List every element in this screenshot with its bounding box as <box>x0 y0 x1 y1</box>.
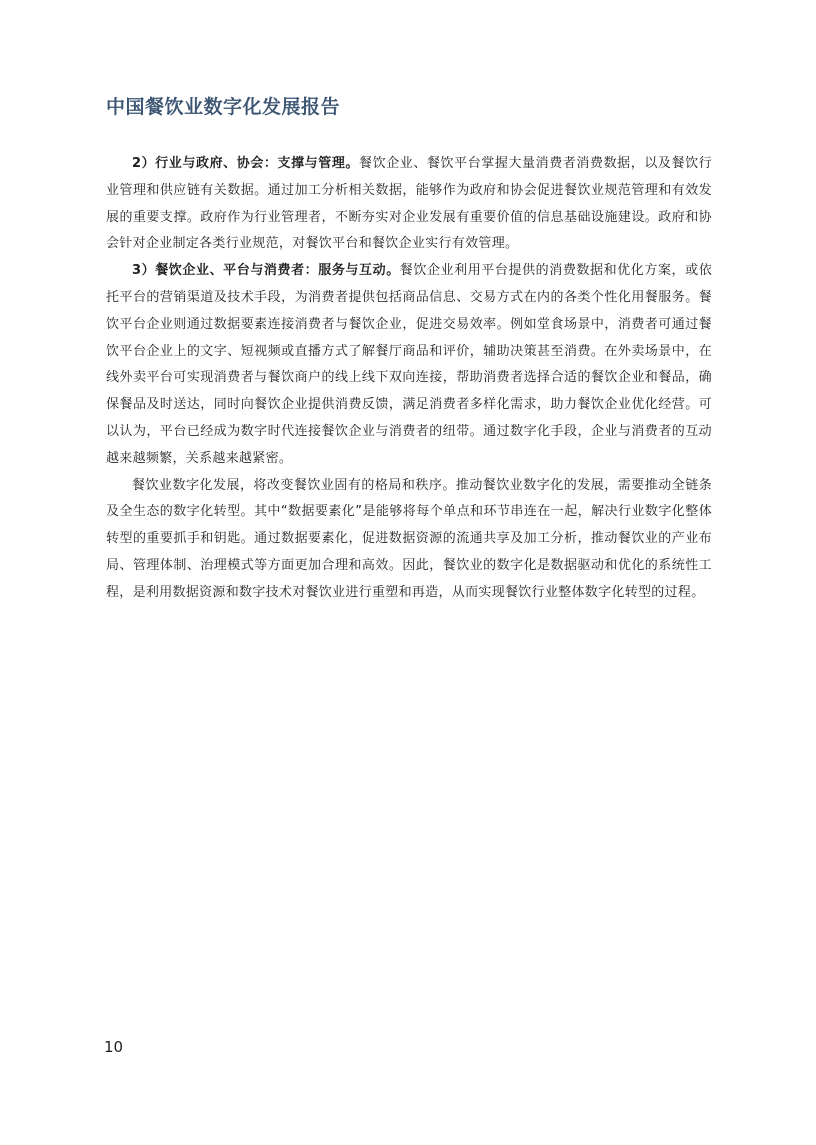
page-number: 10 <box>104 1038 124 1056</box>
paragraph-industry-government <box>106 151 712 258</box>
paragraph-lead: 3）餐饮企业、平台与消费者：服务与互动。 <box>132 263 400 279</box>
paragraph-text: 餐饮业数字化发展，将改变餐饮业固有的格局和秩序。推动餐饮业数字化的发展，需要推动全链条及全生态的数字化转型。其中“数据要素化”是能够将每个单点和环节串连在一起，解决行业数字化整体转型的重要抓手和钥匙。通过数据要素化，促进数据资源的流通共享及加工分析，推动餐饮业的产业布局、管理体制、治理模式等方面更加合理和高效。因此，餐饮业的数字化是数据驱动和优化的系统性工程，是利用数据资源和数字技术对餐饮业进行重塑和再造，从而实现餐饮行业整体数字化转型的过程。 <box>106 477 712 600</box>
paragraph-digital-transformation <box>106 473 712 607</box>
paragraph-text: 餐饮企业利用平台提供的消费数据和优化方案，或依托平台的营销渠道及技术手段，为消费者提供包括商品信息、交易方式在内的各类个性化用餐服务。餐饮平台企业则通过数据要素连接消费者与餐饮企业，促进交易效率。例如堂食场景中，消费者可通过餐饮平台企业上的文字、短视频或直播方式了解餐厅商品和评价，辅助决策甚至消费。在外卖场景中，在线外卖平台可实现消费者与餐饮商户的线上线下双向连接，帮助消费者选择合适的餐饮企业和餐品，确保餐品及时送达，同时向餐饮企业提供消费反馈，满足消费者多样化需求，助力餐饮企业优化经营。可以认为，平台已经成为数字时代连接餐饮企业与消费者的纽带。通过数字化手段，企业与消费者的互动越来越频繁，关系越来越紧密。 <box>106 263 713 466</box>
paragraph-enterprise-consumer <box>106 258 712 472</box>
body-text <box>106 151 712 607</box>
paragraph-text: 餐饮企业、餐饮平台掌握大量消费者消费数据，以及餐饮行业管理和供应链有关数据。通过加工分析相关数据，能够作为政府和协会促进餐饮业规范管理和有效发展的重要支撑。政府作为行业管理者，不断夯实对企业发展有重要价值的信息基础设施建设。政府和协会针对企业制定各类行业规范，对餐饮平台和餐饮企业实行有效管理。 <box>106 156 712 252</box>
report-title: 中国餐饮业数字化发展报告 <box>106 96 341 118</box>
paragraph-lead: 2）行业与政府、协会：支撑与管理。 <box>132 156 360 171</box>
